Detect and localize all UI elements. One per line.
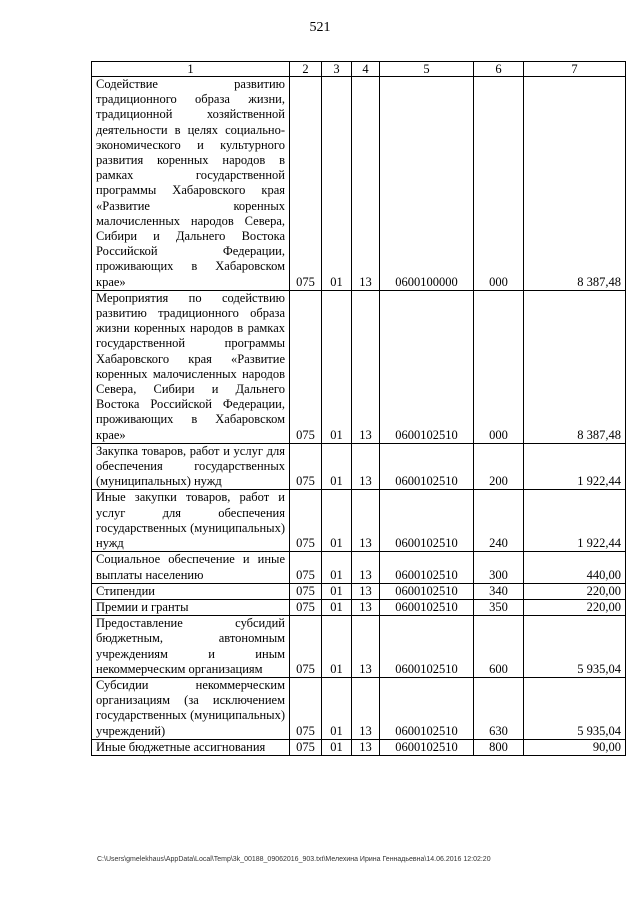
- column-header-3: 3: [322, 62, 352, 77]
- subsection-code: 13: [352, 490, 380, 552]
- chapter-code: 075: [290, 583, 322, 599]
- amount: 8 387,48: [524, 77, 626, 291]
- chapter-code: 075: [290, 290, 322, 443]
- section-code: 01: [322, 552, 352, 583]
- column-header-5: 5: [380, 62, 474, 77]
- row-name: Субсидии некоммерческим организациям (за исключением государственных (муниципальных) учреждений): [92, 677, 290, 739]
- chapter-code: 075: [290, 599, 322, 615]
- table-row: [92, 599, 626, 615]
- expense-type-code: 300: [474, 552, 524, 583]
- chapter-code: 075: [290, 552, 322, 583]
- section-code: 01: [322, 739, 352, 755]
- expense-type-code: 340: [474, 583, 524, 599]
- target-article-code: 0600102510: [380, 739, 474, 755]
- amount: 1 922,44: [524, 443, 626, 490]
- table-row: [92, 677, 626, 739]
- chapter-code: 075: [290, 77, 322, 291]
- subsection-code: 13: [352, 739, 380, 755]
- row-name: Иные бюджетные ассигнования: [92, 739, 290, 755]
- amount: 220,00: [524, 583, 626, 599]
- expense-type-code: 350: [474, 599, 524, 615]
- section-code: 01: [322, 599, 352, 615]
- expense-type-code: 800: [474, 739, 524, 755]
- target-article-code: 0600102510: [380, 443, 474, 490]
- expense-type-code: 000: [474, 77, 524, 291]
- amount: 440,00: [524, 552, 626, 583]
- subsection-code: 13: [352, 616, 380, 678]
- expense-type-code: 600: [474, 616, 524, 678]
- column-header-7: 7: [524, 62, 626, 77]
- section-code: 01: [322, 616, 352, 678]
- table-row: [92, 616, 626, 678]
- amount: 5 935,04: [524, 616, 626, 678]
- target-article-code: 0600102510: [380, 552, 474, 583]
- amount: 5 935,04: [524, 677, 626, 739]
- table-row: [92, 77, 626, 291]
- target-article-code: 0600102510: [380, 583, 474, 599]
- file-path-footer: C:\Users\gmelekhaus\AppData\Local\Temp\3k_00188_09062016_903.txt\Мелехина Ирина Геннадьевна\14.06.2016 12:02:20: [97, 856, 491, 863]
- target-article-code: 0600102510: [380, 490, 474, 552]
- header-row: [92, 62, 626, 77]
- target-article-code: 0600102510: [380, 677, 474, 739]
- table-row: [92, 583, 626, 599]
- subsection-code: 13: [352, 583, 380, 599]
- column-header-1: 1: [92, 62, 290, 77]
- chapter-code: 075: [290, 443, 322, 490]
- amount: 8 387,48: [524, 290, 626, 443]
- amount: 90,00: [524, 739, 626, 755]
- target-article-code: 0600100000: [380, 77, 474, 291]
- expense-type-code: 000: [474, 290, 524, 443]
- section-code: 01: [322, 583, 352, 599]
- subsection-code: 13: [352, 599, 380, 615]
- target-article-code: 0600102510: [380, 616, 474, 678]
- target-article-code: 0600102510: [380, 599, 474, 615]
- subsection-code: 13: [352, 77, 380, 291]
- column-header-6: 6: [474, 62, 524, 77]
- section-code: 01: [322, 677, 352, 739]
- amount: 1 922,44: [524, 490, 626, 552]
- expense-type-code: 630: [474, 677, 524, 739]
- row-name: Мероприятия по содействию развитию традиционного образа жизни коренных народов в рамках государственной программы Хабаровского края «Развитие коренных малочисленных народов Севера, Сибири и Дальнего Востока Российской Федерации, проживающих в Хабаровском крае»: [92, 290, 290, 443]
- row-name: Премии и гранты: [92, 599, 290, 615]
- chapter-code: 075: [290, 490, 322, 552]
- row-name: Закупка товаров, работ и услуг для обеспечения государственных (муниципальных) нужд: [92, 443, 290, 490]
- row-name: Содействие развитию традиционного образа жизни, традиционной хозяйственной деятельности в целях социально-экономического и культурного развития коренных народов в рамках государственной программы Хабаровского края «Развитие коренных малочисленных народов Севера, Сибири и Дальнего Востока Российской Федерации, проживающих в Хабаровском крае»: [92, 77, 290, 291]
- row-name: Иные закупки товаров, работ и услуг для обеспечения государственных (муниципальных) нужд: [92, 490, 290, 552]
- section-code: 01: [322, 290, 352, 443]
- subsection-code: 13: [352, 290, 380, 443]
- row-name: Предоставление субсидий бюджетным, автономным учреждениям и иным некоммерческим организациям: [92, 616, 290, 678]
- section-code: 01: [322, 77, 352, 291]
- column-header-2: 2: [290, 62, 322, 77]
- row-name: Стипендии: [92, 583, 290, 599]
- table-row: [92, 490, 626, 552]
- expense-type-code: 200: [474, 443, 524, 490]
- table-body: [92, 62, 626, 756]
- table-row: [92, 290, 626, 443]
- target-article-code: 0600102510: [380, 290, 474, 443]
- column-header-4: 4: [352, 62, 380, 77]
- row-name: Социальное обеспечение и иные выплаты населению: [92, 552, 290, 583]
- section-code: 01: [322, 490, 352, 552]
- expense-type-code: 240: [474, 490, 524, 552]
- amount: 220,00: [524, 599, 626, 615]
- subsection-code: 13: [352, 677, 380, 739]
- budget-table: [91, 61, 626, 756]
- subsection-code: 13: [352, 443, 380, 490]
- subsection-code: 13: [352, 552, 380, 583]
- chapter-code: 075: [290, 739, 322, 755]
- section-code: 01: [322, 443, 352, 490]
- table-row: [92, 552, 626, 583]
- table-row: [92, 739, 626, 755]
- page-number: 521: [309, 20, 331, 35]
- chapter-code: 075: [290, 677, 322, 739]
- table-row: [92, 443, 626, 490]
- chapter-code: 075: [290, 616, 322, 678]
